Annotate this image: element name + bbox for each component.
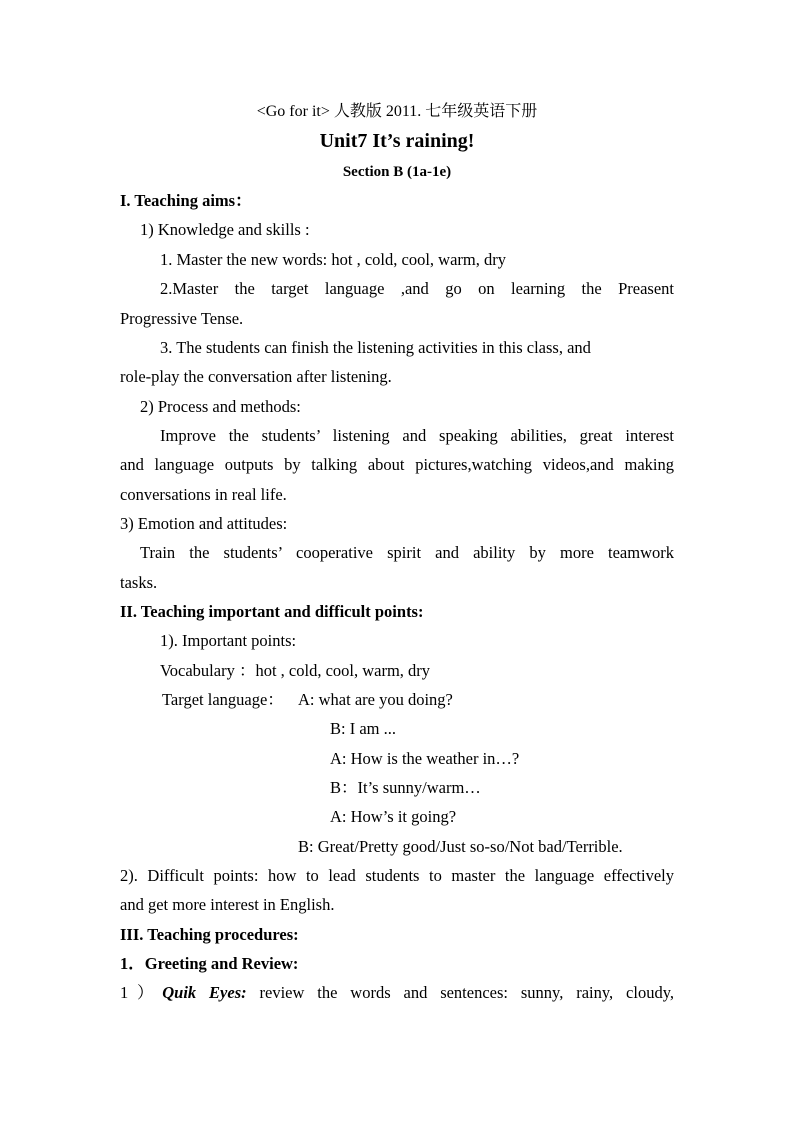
difficult-points-line-2: and get more interest in English. (120, 895, 335, 914)
knowledge-item-3b: role-play the conversation after listening. (120, 367, 392, 386)
emotion-line-1: Train the students’ cooperative spirit and ability by more teamwork (140, 543, 674, 562)
vocabulary-line: Vocabulary ：hot , cold, cool, warm, dry (160, 661, 431, 680)
difficult-points-line-1: 2). Difficult points: how to lead students to master the language effectively (120, 866, 674, 885)
process-line-2: and language outputs by talking about pictures,watching videos,and making (120, 455, 674, 474)
target-language-label: Target language： (162, 690, 284, 709)
unit-title: Unit7 It’s raining! (319, 130, 475, 152)
target-line-4: B：It’s sunny/warm… (330, 778, 481, 797)
process-line-3: conversations in real life. (120, 485, 287, 504)
target-line-2: B: I am ... (330, 719, 396, 738)
process-heading: 2) Process and methods: (140, 397, 301, 416)
target-line-3: A: How is the weather in…? (330, 749, 520, 768)
knowledge-item-2a: 2.Master the target language ,and go on learning the Preasent (160, 279, 674, 298)
quik-eyes-label: Quik Eyes: (162, 983, 247, 1002)
procedures-heading: III. Teaching procedures: (120, 925, 299, 944)
knowledge-item-1: 1. Master the new words: hot , cold, cool, warm, dry (160, 250, 506, 269)
target-line-1: A: what are you doing? (298, 690, 453, 709)
section-title: Section B (1a-1e) (342, 164, 452, 180)
target-line-5: A: How’s it going? (330, 807, 457, 826)
emotion-heading: 3) Emotion and attitudes: (120, 514, 288, 533)
target-line-6: B: Great/Pretty good/Just so-so/Not bad/Terrible. (298, 837, 623, 856)
knowledge-item-2b: Progressive Tense. (120, 309, 244, 328)
process-line-1: Improve the students’ listening and speaking abilities, great interest (160, 426, 674, 445)
document-header: <Go for it> 人教版 2011. 七年级英语下册 (256, 103, 538, 120)
greeting-review-heading: 1．Greeting and Review: (120, 954, 299, 973)
aims-heading: I. Teaching aims： (120, 191, 252, 210)
important-points-heading: 1). Important points: (160, 631, 297, 650)
quik-eyes-line (120, 982, 674, 1004)
knowledge-heading: 1) Knowledge and skills : (140, 220, 310, 239)
points-heading: II. Teaching important and difficult points: (120, 602, 424, 621)
emotion-line-2: tasks. (120, 573, 158, 592)
knowledge-item-3a: 3. The students can finish the listening activities in this class, and (160, 338, 591, 357)
quik-eyes-text: review the words and sentences: sunny, rainy, cloudy, (246, 983, 675, 1002)
quik-eyes-number: 1） (120, 983, 163, 1002)
